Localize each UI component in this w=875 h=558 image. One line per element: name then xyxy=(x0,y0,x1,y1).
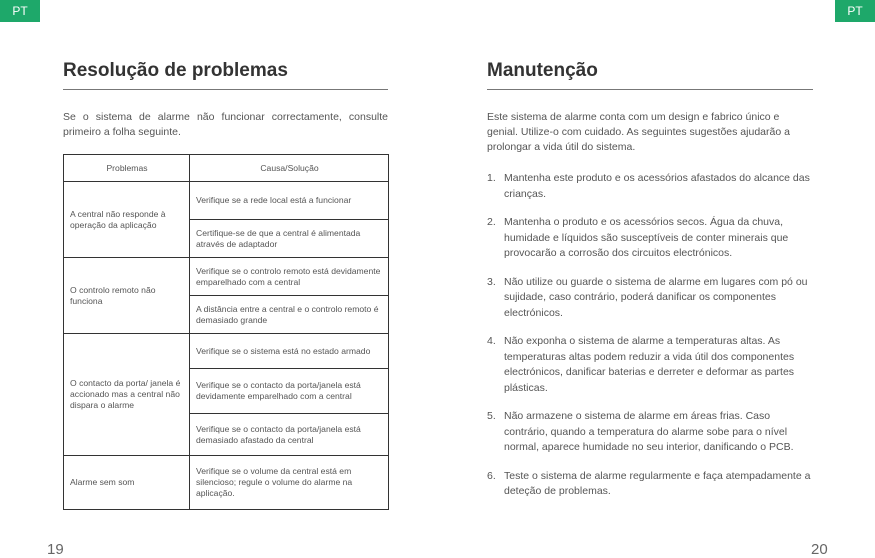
list-item: 3. Não utilize ou guarde o sistema de alarme em lugares com pó ou sujidade, caso contrário, poderá danificar os componentes electrónicos. xyxy=(487,275,808,319)
header-problems: Problemas xyxy=(64,155,190,182)
list-item: 1. Mantenha este produto e os acessórios afastados do alcance das crianças. xyxy=(487,172,810,200)
language-badge-left: PT xyxy=(0,0,40,22)
problem-cell: O contacto da porta/ janela é accionado mas a central não dispara o alarme xyxy=(64,334,190,456)
page-number-left: 19 xyxy=(47,541,64,558)
solution-cell: Verifique se o volume da central está em silencioso; regule o volume do alarme na aplicação. xyxy=(190,456,389,510)
troubleshooting-table xyxy=(63,154,389,510)
maintenance-page xyxy=(487,60,813,513)
solution-cell: Verifique se a rede local está a funcionar xyxy=(190,182,389,220)
table-row xyxy=(64,182,389,220)
solution-cell: A distância entre a central e o controlo remoto é demasiado grande xyxy=(190,296,389,334)
maintenance-list xyxy=(487,171,813,500)
language-badge-right: PT xyxy=(835,0,875,22)
table-row xyxy=(64,334,389,369)
problem-cell: Alarme sem som xyxy=(64,456,190,510)
list-item: 6. Teste o sistema de alarme regularmente e faça atempadamente a deteção de problemas. xyxy=(487,469,811,497)
solution-cell: Verifique se o contacto da porta/janela está demasiado afastado da central xyxy=(190,414,389,456)
solution-cell: Verifique se o sistema está no estado armado xyxy=(190,334,389,369)
solution-cell: Verifique se o controlo remoto está devidamente emparelhado com a central xyxy=(190,258,389,296)
troubleshooting-intro: Se o sistema de alarme não funcionar correctamente, consulte primeiro a folha seguinte. xyxy=(63,111,388,138)
header-cause-solution: Causa/Solução xyxy=(190,155,389,182)
maintenance-title: Manutenção xyxy=(487,60,813,90)
table-row xyxy=(64,258,389,296)
troubleshooting-page xyxy=(63,60,388,510)
list-item: 4. Não exponha o sistema de alarme a temperaturas altas. As temperaturas altas podem reduzir a vida útil dos componentes electrónicos, danificar baterias e derreter e deformar as partes plásticas. xyxy=(487,335,795,394)
table-header-row xyxy=(64,155,389,182)
page-number-right: 20 xyxy=(811,541,828,558)
list-item: 2. Mantenha o produto e os acessórios secos. Água da chuva, humidade e líquidos são susceptíveis de conter minerais que provocarão a corrosão dos circuitos electrónicos. xyxy=(487,216,789,259)
maintenance-intro: Este sistema de alarme conta com um design e fabrico único e genial. Utilize-o com cuidado. As seguintes sugestões ajudarão a prolongar a vida útil do sistema. xyxy=(487,111,790,153)
solution-cell: Certifique-se de que a central é alimentada através de adaptador xyxy=(190,220,389,258)
problem-cell: O controlo remoto não funciona xyxy=(64,258,190,334)
table-row xyxy=(64,456,389,510)
list-item: 5. Não armazene o sistema de alarme em áreas frias. Caso contrário, quando a temperatura do alarme sobe para o nível normal, aparece humidade no seu interior, danificando o PCB. xyxy=(487,410,794,453)
problem-cell: A central não responde à operação da aplicação xyxy=(64,182,190,258)
troubleshooting-title: Resolução de problemas xyxy=(63,60,388,90)
solution-cell: Verifique se o contacto da porta/janela está devidamente emparelhado com a central xyxy=(190,369,389,414)
